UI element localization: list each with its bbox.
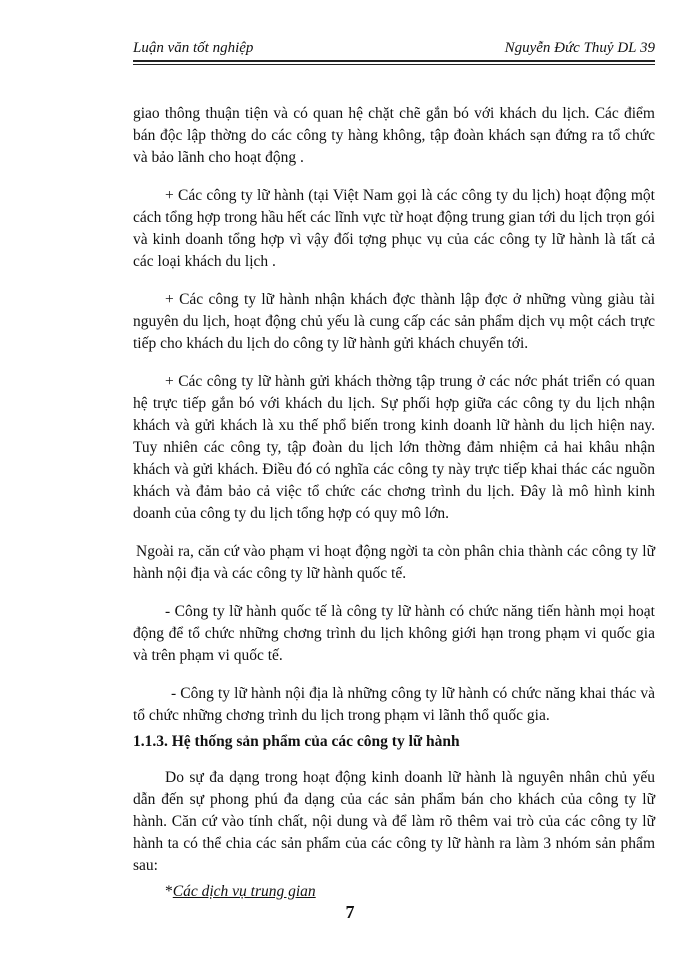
list-marker: * [165, 883, 173, 900]
page-number: 7 [345, 902, 355, 922]
paragraph: giao thông thuận tiện và có quan hệ chặt chẽ gắn bó với khách du lịch. Các điểm bán độc lập thờng do các công ty hàng không, tập đoàn khách sạn đứng ra tổ chức và bảo lãnh cho hoạt động . [133, 105, 655, 166]
header-author: Nguyễn Đức Thuỷ DL 39 [504, 40, 655, 56]
section-heading: 1.1.3. Hệ thống sản phẩm của các công ty lữ hành [133, 733, 460, 750]
paragraph: Ngoài ra, căn cứ vào phạm vi hoạt động ngời ta còn phân chia thành các công ty lữ hành nội địa và các công ty lữ hành quốc tế. [133, 543, 655, 582]
list-item-label: Các dịch vụ trung gian [172, 883, 316, 900]
paragraph: - Công ty lữ hành quốc tế là công ty lữ hành có chức năng tiến hành mọi hoạt động để tổ chức những chơng trình du lịch không giới hạn trong phạm vi quốc gia và trên phạm vi quốc tế. [133, 603, 655, 664]
page-header [133, 36, 655, 60]
header-rule [133, 60, 655, 62]
header-rule-thin [133, 64, 655, 65]
paragraph: + Các công ty lữ hành gửi khách thờng tập trung ở các nớc phát triển có quan hệ trực tiếp gắn bó với khách du lịch. Sự phối hợp giữa các công ty du lịch nhận khách và gửi khách là xu thế phổ biến trong kinh doanh lữ hành du lịch hiện nay. Tuy nhiên các công ty, tập đoàn du lịch lớn thờng đảm nhiệm cả hai khâu nhận khách và gửi khách. Điều đó có nghĩa các công ty này trực tiếp khai thác các nguồn khách và đảm bảo cả việc tổ chức các chơng trình du lịch. Đây là mô hình kinh doanh của công ty du lịch tổng hợp có quy mô lớn. [133, 373, 655, 522]
page-body [133, 103, 655, 903]
paragraph: + Các công ty lữ hành (tại Việt Nam gọi là các công ty du lịch) hoạt động một cách tổng hợp trong hầu hết các lĩnh vực từ hoạt động trung gian tới du lịch trọn gói và kinh doanh tổng hợp vì vậy đối tợng phục vụ của các công ty lữ hành là tất cả các loại khách du lịch . [133, 187, 655, 270]
paragraph: Do sự đa dạng trong hoạt động kinh doanh lữ hành là nguyên nhân chủ yếu dẫn đến sự phong phú đa dạng của các sản phẩm bán cho khách của công ty lữ hành. Căn cứ vào tính chất, nội dung và để làm rõ thêm vai trò của các công ty lữ hành ta có thể chia các sản phẩm của các công ty lữ hành ra làm 3 nhóm sản phẩm sau: [133, 769, 655, 874]
header-title: Luận văn tốt nghiệp [133, 40, 254, 56]
list-item [133, 881, 655, 903]
paragraph: - Công ty lữ hành nội địa là những công ty lữ hành có chức năng khai thác và tổ chức những chơng trình du lịch trong phạm vi lãnh thổ quốc gia. [133, 685, 655, 724]
paragraph: + Các công ty lữ hành nhận khách đợc thành lập đợc ở những vùng giàu tài nguyên du lịch, hoạt động chủ yếu là cung cấp các sản phẩm dịch vụ một cách trực tiếp cho khách du lịch do công ty lữ hành gửi khách chuyển tới. [133, 291, 655, 352]
